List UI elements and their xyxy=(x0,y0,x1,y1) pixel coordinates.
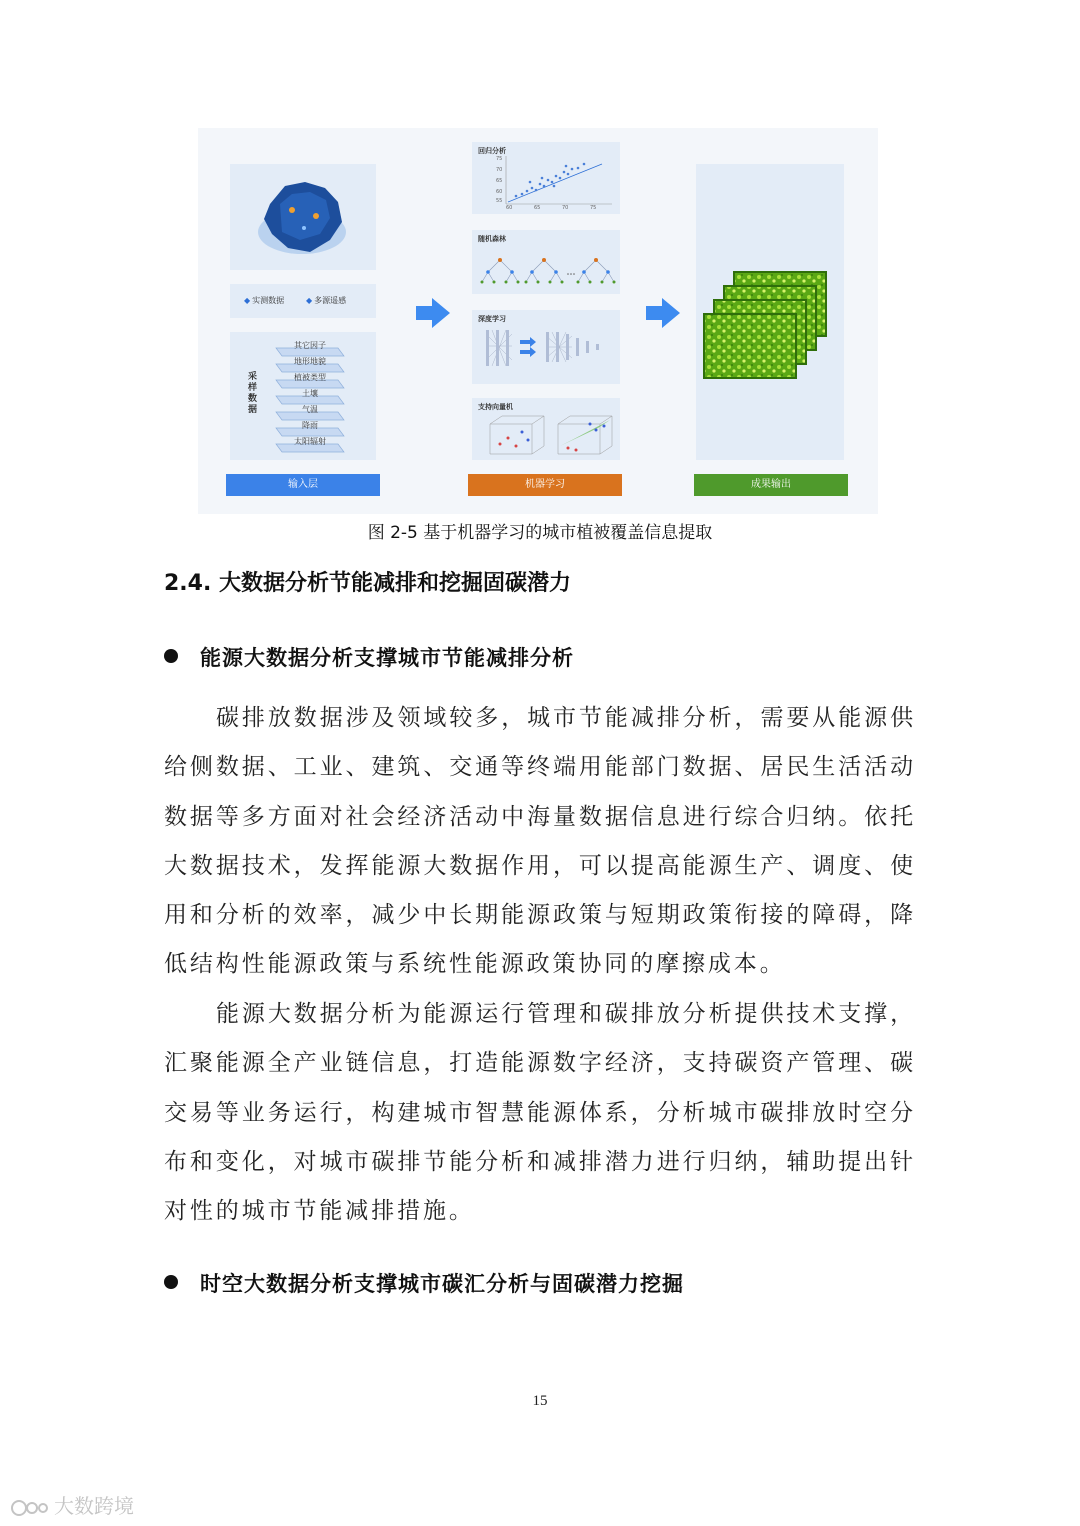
paragraph-2: 能源大数据分析为能源运行管理和碳排放分析提供技术支撑，汇聚能源全产业链信息，打造能源数字经济，支持碳资产管理、碳交易等业务运行，构建城市智慧能源体系，分析城市碳排放时空分布和变化，对城市碳排节能分析和减排潜力进行归纳，辅助提出针对性的城市节能减排措施。 xyxy=(164,1001,916,1225)
layer-label: 地形地貌 xyxy=(294,357,326,366)
city-map-image xyxy=(230,164,376,270)
diamond-icon: ◆ xyxy=(306,296,313,305)
output-panel xyxy=(696,164,844,460)
layer-label: 植被类型 xyxy=(294,373,326,382)
bullet-dot-icon xyxy=(164,1275,178,1289)
layer-label: 太阳辐射 xyxy=(294,437,326,446)
layers-panel xyxy=(230,332,376,460)
bullet-heading-2 xyxy=(164,1268,684,1298)
bullet-heading-1 xyxy=(164,642,574,672)
output-layer-bar: 成果输出 xyxy=(694,474,848,496)
section-title: 2.4. 大数据分析节能减排和挖掘固碳潜力 xyxy=(164,571,571,596)
legend-label: 多源遥感 xyxy=(314,296,347,305)
deep-learning-panel xyxy=(472,310,620,384)
neural-network-image xyxy=(472,310,620,384)
sampling-data-label: 采样数据 xyxy=(248,372,258,415)
random-forest-panel xyxy=(472,230,620,294)
svm-panel xyxy=(472,398,620,460)
x-tick: 60 xyxy=(506,205,513,211)
diamond-icon: ◆ xyxy=(244,296,251,305)
y-tick: 70 xyxy=(496,167,503,173)
watermark-text: 大数跨境 xyxy=(54,1494,134,1518)
input-legend-panel xyxy=(230,284,376,318)
panel-title: 深度学习 xyxy=(478,315,506,323)
decision-trees-image xyxy=(472,230,620,294)
bullet-dot-icon xyxy=(164,649,178,663)
layer-label: 土壤 xyxy=(302,389,318,398)
page-number: 15 xyxy=(532,1393,548,1409)
y-tick: 60 xyxy=(496,189,503,195)
arrow-right-icon xyxy=(646,298,680,328)
legend-measured xyxy=(244,295,284,306)
legend-label: 实测数据 xyxy=(252,296,285,305)
panel-title: 回归分析 xyxy=(478,147,506,155)
y-tick: 65 xyxy=(496,178,503,184)
legend-remote-sensing xyxy=(306,295,346,306)
svm-plane-image xyxy=(472,398,620,460)
vegetation-maps-image xyxy=(696,164,844,460)
watermark-logo-icon xyxy=(10,1497,50,1519)
ml-layer-bar: 机器学习 xyxy=(468,474,622,496)
panel-title: 支持向量机 xyxy=(478,403,513,411)
input-layer-bar: 输入层 xyxy=(226,474,380,496)
y-tick: 75 xyxy=(496,156,503,162)
figure-caption: 图 2-5 基于机器学习的城市植被覆盖信息提取 xyxy=(367,523,713,543)
x-tick: 65 xyxy=(534,205,541,211)
map-panel xyxy=(230,164,376,270)
regression-panel xyxy=(472,142,620,214)
layer-label: 气温 xyxy=(302,405,318,414)
bullet-text: 时空大数据分析支撑城市碳汇分析与固碳潜力挖掘 xyxy=(200,1272,684,1296)
arrow-right-icon xyxy=(416,298,450,328)
paragraph-1: 碳排放数据涉及领域较多，城市节能减排分析，需要从能源供给侧数据、工业、建筑、交通等终端用能部门数据、居民生活活动数据等多方面对社会经济活动中海量数据信息进行综合归纳。依托大数据技术，发挥能源大数据作用，可以提高能源生产、调度、使用和分析的效率，减少中长期能源政策与短期政策衔接的障碍，降低结构性能源政策与系统性能源政策协同的摩擦成本。 xyxy=(164,705,916,978)
bullet-text: 能源大数据分析支撑城市节能减排分析 xyxy=(200,646,574,670)
x-tick: 75 xyxy=(590,205,597,211)
scatter-plot-image xyxy=(472,142,620,214)
layer-label: 其它因子 xyxy=(294,341,326,350)
watermark xyxy=(10,1490,134,1519)
y-tick: 55 xyxy=(496,198,503,204)
layer-label: 降雨 xyxy=(302,421,318,430)
panel-title: 随机森林 xyxy=(478,235,506,243)
x-tick: 70 xyxy=(562,205,569,211)
figure-ml-vegetation xyxy=(198,128,878,514)
